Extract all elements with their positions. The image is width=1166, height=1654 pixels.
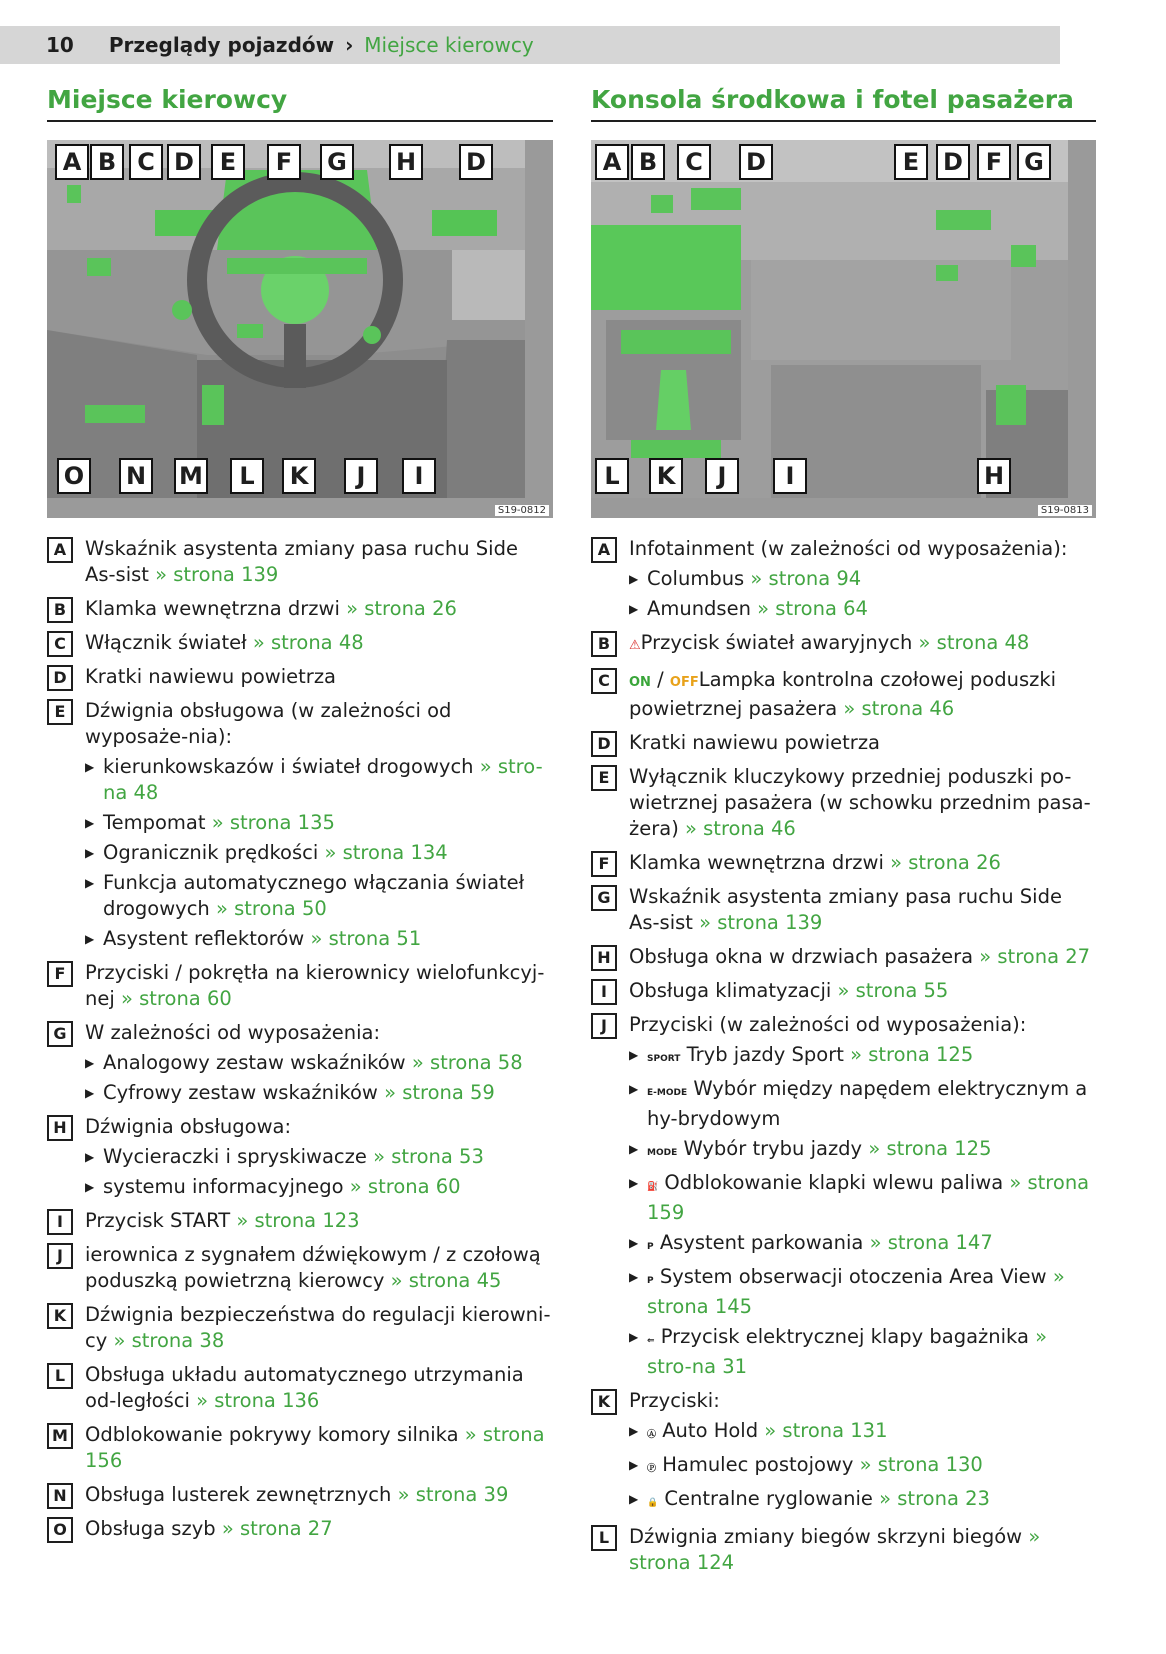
legend-key: J xyxy=(47,1243,73,1269)
legend-text: Klamka wewnętrzna drzwi xyxy=(85,597,340,620)
callout-m: M xyxy=(174,458,208,494)
legend-key: H xyxy=(591,945,617,971)
callout-h: H xyxy=(977,458,1011,494)
legend-subitem-text: kierunkowskazów i świateł drogowych xyxy=(103,755,474,778)
legend-key: L xyxy=(591,1525,617,1551)
console-illustration xyxy=(591,140,1068,498)
page-reference-link[interactable]: » strona 130 xyxy=(859,1453,983,1476)
legend-subitem-text: Cyfrowy zestaw wskaźników xyxy=(103,1081,378,1104)
legend-text: Dźwignia obsługowa (w zależności od wyposaże-nia): xyxy=(85,699,452,748)
callout-g: G xyxy=(320,144,354,180)
page-reference-link[interactable]: » strona 131 xyxy=(764,1419,888,1442)
callout-o: O xyxy=(57,458,91,494)
legend-subitem-text: Wybór trybu jazdy xyxy=(683,1137,863,1160)
legend-key: G xyxy=(591,885,617,911)
page-reference-link[interactable]: » strona 46 xyxy=(843,697,955,720)
legend-subitem-text: Hamulec postojowy xyxy=(662,1453,854,1476)
legend-text: Odblokowanie pokrywy komory silnika xyxy=(85,1423,459,1446)
legend-item xyxy=(591,850,1096,876)
page-reference-link[interactable]: » strona 26 xyxy=(346,597,457,620)
legend-subitem-text: Amundsen xyxy=(647,597,751,620)
callout-a: A xyxy=(55,144,89,180)
legend-subitem xyxy=(629,1136,1096,1166)
page-reference-link[interactable]: » strona 159 xyxy=(647,1171,1090,1224)
legend-key: L xyxy=(47,1363,73,1389)
page-reference-link[interactable]: » strona 39 xyxy=(397,1483,509,1506)
page-reference-link[interactable]: » strona 139 xyxy=(699,911,823,934)
legend-key: B xyxy=(591,631,617,657)
legend-subitem xyxy=(85,840,553,866)
page-reference-link[interactable]: » strona 60 xyxy=(349,1175,461,1198)
function-icon: ⇐ xyxy=(647,1336,655,1346)
legend-text: Dźwignia bezpieczeństwa do regulacji kierowni-cy xyxy=(85,1303,551,1352)
legend-subitem xyxy=(85,1144,553,1170)
legend-subitem xyxy=(629,1264,1096,1320)
legend-text: Klamka wewnętrzna drzwi xyxy=(629,851,884,874)
page-reference-link[interactable]: » strona 125 xyxy=(868,1137,992,1160)
legend-item xyxy=(47,630,553,656)
function-icon: E-MODE xyxy=(647,1088,688,1098)
page-reference-link[interactable]: » strona 48 xyxy=(252,631,364,654)
callout-k: K xyxy=(282,458,316,494)
legend-key: F xyxy=(591,851,617,877)
console-legend-list xyxy=(591,536,1096,1576)
page-reference-link[interactable]: » strona 123 xyxy=(236,1209,360,1232)
legend-item xyxy=(591,630,1096,659)
callout-i: I xyxy=(773,458,807,494)
legend-subitem xyxy=(85,926,553,952)
breadcrumb xyxy=(46,33,534,57)
legend-subitem xyxy=(629,1418,1096,1448)
callout-h: H xyxy=(389,144,423,180)
legend-subitem-text: Ogranicznik prędkości xyxy=(103,841,319,864)
legend-subitem-text: Tempomat xyxy=(103,811,206,834)
legend-key: E xyxy=(47,699,73,725)
page-reference-link[interactable]: » strona 156 xyxy=(85,1423,545,1472)
page-reference-link[interactable]: » strona 53 xyxy=(373,1145,484,1168)
legend-text: Wskaźnik asystenta zmiany pasa ruchu Side As-sist xyxy=(85,537,518,586)
page-reference-link[interactable]: » strona 145 xyxy=(647,1265,1065,1318)
page-reference-link[interactable]: » strona 46 xyxy=(685,817,796,840)
page-reference-link[interactable]: » strona 38 xyxy=(113,1329,225,1352)
legend-text: Przyciski: xyxy=(629,1389,720,1412)
page-reference-link[interactable]: » strona 125 xyxy=(850,1043,974,1066)
function-icon: P xyxy=(647,1276,654,1286)
page-reference-link[interactable]: » strona 60 xyxy=(120,987,232,1010)
legend-key: C xyxy=(591,668,617,694)
legend-key: K xyxy=(591,1389,617,1415)
page-reference-link[interactable]: » strona 94 xyxy=(750,567,862,590)
legend-key: M xyxy=(47,1423,73,1449)
legend-key: A xyxy=(47,537,73,563)
legend-item xyxy=(47,960,553,1012)
legend-key: E xyxy=(591,765,617,791)
legend-item xyxy=(47,664,553,690)
legend-key: I xyxy=(591,979,617,1005)
callout-d: D xyxy=(739,144,773,180)
page-reference-link[interactable]: » strona 58 xyxy=(411,1051,523,1074)
page-reference-link[interactable]: » strona 27 xyxy=(979,945,1091,968)
legend-text: Dźwignia obsługowa: xyxy=(85,1115,292,1138)
legend-text: Kratki nawiewu powietrza xyxy=(85,665,337,688)
legend-text: Infotainment (w zależności od wyposażenia): xyxy=(629,537,1068,560)
legend-key: D xyxy=(47,665,73,691)
page-reference-link[interactable]: » strona 135 xyxy=(211,811,335,834)
legend-text: W zależności od wyposażenia: xyxy=(85,1021,381,1044)
legend-subitem xyxy=(629,596,1096,622)
page-reference-link[interactable]: » strona 147 xyxy=(869,1231,993,1254)
function-icon: ⛽ xyxy=(647,1182,659,1192)
legend-subitem xyxy=(629,1230,1096,1260)
legend-item xyxy=(591,1388,1096,1516)
legend-text: Wyłącznik kluczykowy przedniej poduszki po-wietrznej pasażera (w schowku przednim pasa-żera) xyxy=(629,765,1091,840)
legend-text: Przyciski / pokrętła na kierownicy wielofunkcyj-nej xyxy=(85,961,545,1010)
breadcrumb-current: Miejsce kierowcy xyxy=(364,33,534,57)
section-title-console: Konsola środkowa i fotel pasażera xyxy=(591,82,1096,122)
function-icon: 🔒 xyxy=(647,1498,659,1508)
legend-key: N xyxy=(47,1483,73,1509)
legend-subitem-text: Columbus xyxy=(647,567,745,590)
legend-text: Obsługa układu automatycznego utrzymania od-ległości xyxy=(85,1363,524,1412)
legend-text: Lampka kontrolna czołowej poduszki powietrznej pasażera xyxy=(629,668,1057,720)
page-reference-link[interactable]: » stro-na 31 xyxy=(647,1325,1048,1378)
callout-c: C xyxy=(129,144,163,180)
legend-key: A xyxy=(591,537,617,563)
legend-item xyxy=(591,884,1096,936)
callout-d2: D xyxy=(459,144,493,180)
legend-key: I xyxy=(47,1209,73,1235)
hazard-icon: ⚠ xyxy=(629,638,641,653)
page-reference-link[interactable]: » strona 134 xyxy=(324,841,448,864)
airbag-on-icon: ON xyxy=(629,675,651,690)
callout-g: G xyxy=(1017,144,1051,180)
legend-text: Obsługa lusterek zewnętrznych xyxy=(85,1483,392,1506)
page-number: 10 xyxy=(46,33,74,57)
breadcrumb-separator: › xyxy=(345,33,354,57)
legend-text: Wskaźnik asystenta zmiany pasa ruchu Side As-sist xyxy=(629,885,1062,934)
legend-subitem xyxy=(629,1486,1096,1516)
legend-item xyxy=(47,1362,553,1414)
driver-cockpit-illustration xyxy=(47,140,525,498)
callout-j: J xyxy=(705,458,739,494)
console-figure xyxy=(591,140,1096,518)
callout-b: B xyxy=(90,144,124,180)
legend-text: Przyciski (w zależności od wyposażenia): xyxy=(629,1013,1027,1036)
legend-key: G xyxy=(47,1021,73,1047)
legend-subitem xyxy=(85,810,553,836)
callout-d: D xyxy=(167,144,201,180)
callout-a: A xyxy=(595,144,629,180)
figure-code: S19-0812 xyxy=(495,505,549,516)
legend-text: Obsługa klimatyzacji xyxy=(629,979,832,1002)
page-reference-link[interactable]: » strona 26 xyxy=(890,851,1001,874)
callout-i: I xyxy=(402,458,436,494)
page-reference-link[interactable]: » strona 50 xyxy=(215,897,327,920)
legend-item xyxy=(47,1516,553,1542)
legend-text: ierownica z sygnałem dźwiękowym / z czołową poduszką powietrzną kierowcy xyxy=(85,1243,541,1292)
legend-key: J xyxy=(591,1013,617,1039)
page-reference-link[interactable]: » strona 48 xyxy=(918,631,1030,654)
legend-subitem xyxy=(85,754,553,806)
page-reference-link[interactable]: » strona 45 xyxy=(390,1269,502,1292)
legend-subitem-text: Wycieraczki i spryskiwacze xyxy=(103,1145,367,1168)
legend-subitem xyxy=(629,1324,1096,1380)
legend-key: F xyxy=(47,961,73,987)
callout-n: N xyxy=(119,458,153,494)
legend-subitem-text: Analogowy zestaw wskaźników xyxy=(103,1051,406,1074)
legend-key: B xyxy=(47,597,73,623)
legend-item xyxy=(47,1422,553,1474)
legend-key: H xyxy=(47,1115,73,1141)
legend-subitem xyxy=(85,870,553,922)
legend-text: Włącznik świateł xyxy=(85,631,247,654)
callout-e: E xyxy=(894,144,928,180)
legend-subitem xyxy=(629,1452,1096,1482)
legend-item xyxy=(591,536,1096,622)
legend-text: Przycisk świateł awaryjnych xyxy=(640,631,913,654)
function-icon: MODE xyxy=(647,1148,678,1158)
legend-item xyxy=(47,1302,553,1354)
legend-key: K xyxy=(47,1303,73,1329)
legend-item xyxy=(47,536,553,588)
legend-text: Kratki nawiewu powietrza xyxy=(629,731,881,754)
legend-item xyxy=(591,730,1096,756)
page-reference-link[interactable]: » strona 51 xyxy=(310,927,422,950)
legend-subitem-text: Auto Hold xyxy=(662,1419,759,1442)
callout-l: L xyxy=(230,458,264,494)
legend-text: Obsługa okna w drzwiach pasażera xyxy=(629,945,974,968)
callout-l: L xyxy=(595,458,629,494)
legend-item xyxy=(47,698,553,952)
legend-item xyxy=(47,1114,553,1200)
function-icon: Ⓟ xyxy=(647,1464,657,1474)
legend-subitem xyxy=(629,1042,1096,1072)
legend-item xyxy=(47,1242,553,1294)
page-reference-link[interactable]: » strona 55 xyxy=(837,979,949,1002)
function-icon: SPORT xyxy=(647,1054,681,1064)
legend-subitem-text: Tryb jazdy Sport xyxy=(686,1043,844,1066)
airbag-off-icon: OFF xyxy=(669,675,699,690)
page-reference-link[interactable]: » strona 27 xyxy=(221,1517,333,1540)
page-reference-link[interactable]: » strona 124 xyxy=(629,1525,1041,1574)
page-reference-link[interactable]: » strona 64 xyxy=(757,597,868,620)
function-icon: P xyxy=(647,1242,654,1252)
legend-item xyxy=(591,1524,1096,1576)
legend-item xyxy=(591,764,1096,842)
legend-key: C xyxy=(47,631,73,657)
legend-subitem xyxy=(85,1050,553,1076)
legend-subitem-text: Funkcja automatycznego włączania świateł drogowych xyxy=(103,871,525,920)
callout-j: J xyxy=(344,458,378,494)
callout-c: C xyxy=(677,144,711,180)
legend-text: Dźwignia zmiany biegów skrzyni biegów xyxy=(629,1525,1023,1548)
page-reference-link[interactable]: » stro-na 48 xyxy=(103,755,543,804)
legend-item xyxy=(591,978,1096,1004)
legend-subitem xyxy=(85,1080,553,1106)
page-reference-link[interactable]: » strona 136 xyxy=(196,1389,320,1412)
page-reference-link[interactable]: » strona 23 xyxy=(879,1487,990,1510)
figure-code: S19-0813 xyxy=(1038,505,1092,516)
legend-item xyxy=(47,1020,553,1106)
callout-d2: D xyxy=(936,144,970,180)
legend-subitem-text: Centralne ryglowanie xyxy=(664,1487,873,1510)
legend-item: C ON / OFFLampka kontrolna czołowej poduszki powietrznej pasażera » strona 46 xyxy=(591,667,1096,722)
legend-subitem xyxy=(629,566,1096,592)
legend-subitem-text: System obserwacji otoczenia Area View xyxy=(659,1265,1047,1288)
legend-key: D xyxy=(591,731,617,757)
legend-item xyxy=(47,1208,553,1234)
legend-subitem-text: systemu informacyjnego xyxy=(103,1175,344,1198)
legend-subitem-text: Przycisk elektrycznej klapy bagażnika xyxy=(660,1325,1029,1348)
driver-cockpit-figure xyxy=(47,140,553,518)
driver-legend-list xyxy=(47,536,553,1542)
breadcrumb-section[interactable]: Przeglądy pojazdów xyxy=(108,33,335,57)
legend-subitem-text: Asystent reflektorów xyxy=(103,927,305,950)
legend-text: Obsługa szyb xyxy=(85,1517,216,1540)
legend-subitem-text: Asystent parkowania xyxy=(659,1231,864,1254)
legend-item xyxy=(591,944,1096,970)
legend-item xyxy=(47,596,553,622)
page-reference-link[interactable]: » strona 59 xyxy=(384,1081,495,1104)
right-column xyxy=(591,82,1096,1584)
callout-k: K xyxy=(649,458,683,494)
callout-b: B xyxy=(631,144,665,180)
callout-f: F xyxy=(267,144,301,180)
legend-subitem xyxy=(629,1076,1096,1132)
function-icon: Ⓐ xyxy=(647,1430,657,1440)
legend-subitem-text: Odblokowanie klapki wlewu paliwa xyxy=(664,1171,1004,1194)
callout-e: E xyxy=(211,144,245,180)
legend-item xyxy=(591,1012,1096,1380)
legend-item xyxy=(47,1482,553,1508)
page-reference-link[interactable]: » strona 139 xyxy=(155,563,279,586)
legend-subitem-text: Wybór między napędem elektrycznym a hy-brydowym xyxy=(647,1077,1088,1130)
callout-f: F xyxy=(977,144,1011,180)
legend-key: O xyxy=(47,1517,73,1543)
legend-subitem xyxy=(85,1174,553,1200)
legend-subitem xyxy=(629,1170,1096,1226)
section-title-driver: Miejsce kierowcy xyxy=(47,82,553,122)
left-column xyxy=(47,82,553,1550)
legend-text: Przycisk START xyxy=(85,1209,231,1232)
